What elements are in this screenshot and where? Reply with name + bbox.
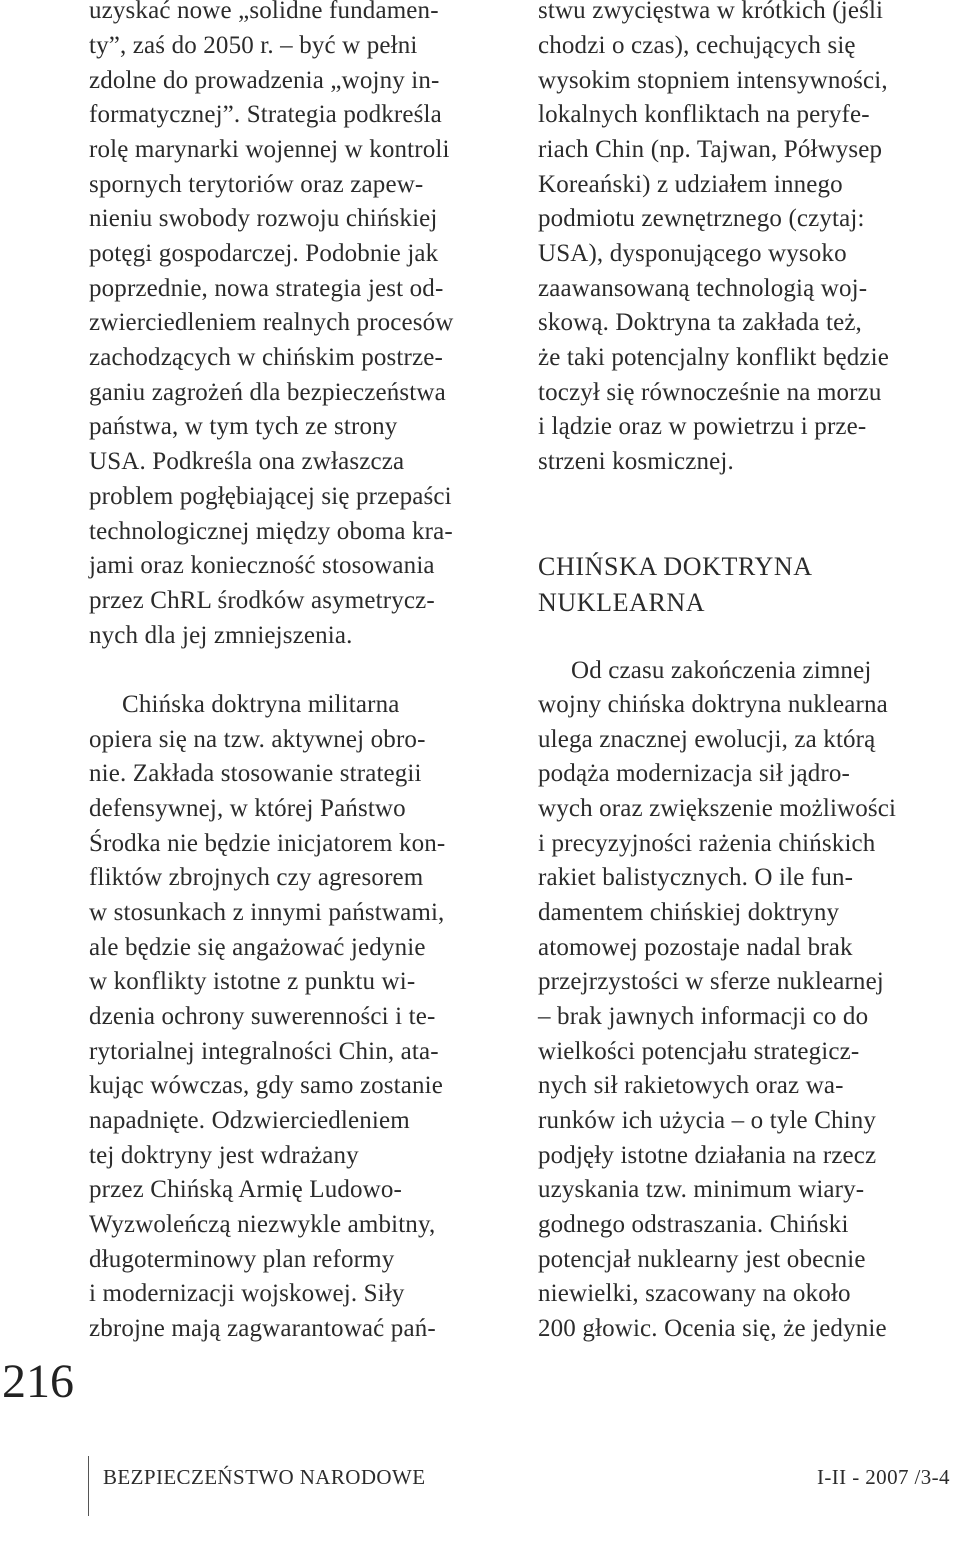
body-text-line: defensywnej, w której Państwo [89, 795, 406, 822]
section-heading: CHIŃSKA DOKTRYNA [538, 552, 813, 581]
body-text-line: – brak jawnych informacji co do [538, 1003, 869, 1030]
issue-number: I-II - 2007 /3-4 [817, 1465, 950, 1489]
body-text-line: Środka nie będzie inicjatorem kon- [89, 830, 446, 857]
body-text-line: Wyzwoleńczą niezwykle ambitny, [89, 1211, 436, 1238]
body-text-line: przez ChRL środków asymetrycz- [89, 587, 435, 614]
body-text-line: USA. Podkreśla ona zwłaszcza [89, 448, 405, 475]
body-text-line: napadnięte. Odzwierciedleniem [89, 1107, 410, 1134]
body-text-line: w konflikty istotne z punktu wi- [89, 968, 416, 995]
body-text-line: zachodzących w chińskim postrze- [89, 344, 443, 371]
body-text-line: wielkości potencjału strategicz- [538, 1038, 860, 1065]
body-text-line: ale będzie się angażować jedynie [89, 934, 426, 961]
body-text-line: stwu zwycięstwa w krótkich (jeśli [538, 0, 884, 24]
body-text-line: ganiu zagrożeń dla bezpieczeństwa [89, 379, 446, 406]
body-text-line: zdolne do prowadzenia „wojny in- [89, 67, 440, 94]
body-text-line: opiera się na tzw. aktywnej obro- [89, 726, 426, 753]
body-text-line: rytorialnej integralności Chin, ata- [89, 1038, 439, 1065]
body-text-line: i lądzie oraz w powietrzu i prze- [538, 413, 867, 440]
body-text-line: Od czasu zakończenia zimnej [571, 657, 872, 684]
body-text-line: zbrojne mają zagwarantować pań- [89, 1315, 436, 1342]
body-text-line: podmiotu zewnętrznego (czytaj: [538, 205, 865, 232]
body-text-line: skową. Doktryna ta zakłada też, [538, 309, 862, 336]
body-text-line: dzenia ochrony suwerenności i te- [89, 1003, 436, 1030]
body-text-line: ty”, zaś do 2050 r. – być w pełni [89, 32, 418, 59]
body-text-line: atomowej pozostaje nadal brak [538, 934, 853, 961]
body-text-line: technologicznej między oboma kra- [89, 518, 453, 545]
body-text-line: strzeni kosmicznej. [538, 448, 734, 475]
body-text-line: uzyskać nowe „solidne fundamen- [89, 0, 439, 24]
body-text-line: uzyskania tzw. minimum wiary- [538, 1176, 865, 1203]
body-text-line: chodzi o czas), cechujących się [538, 32, 856, 59]
body-text-line: jami oraz konieczność stosowania [89, 552, 435, 579]
body-text-line: toczył się równocześnie na morzu [538, 379, 882, 406]
body-text-line: wojny chińska doktryna nuklearna [538, 691, 888, 718]
body-text-line: państwa, w tym tych ze strony [89, 413, 398, 440]
page-number: 216 [2, 1355, 74, 1408]
body-text-line: potęgi gospodarczej. Podobnie jak [89, 240, 439, 267]
section-heading: NUKLEARNA [538, 588, 706, 617]
body-text-line: poprzednie, nowa strategia jest od- [89, 275, 444, 302]
body-text-line: fliktów zbrojnych czy agresorem [89, 864, 424, 891]
body-text-line: godnego odstraszania. Chiński [538, 1211, 849, 1238]
body-text-line: podjęły istotne działania na rzecz [538, 1142, 877, 1169]
body-text-line: ulega znacznej ewolucji, za którą [538, 726, 876, 753]
body-text-line: że taki potencjalny konflikt będzie [538, 344, 889, 371]
body-text-line: nych sił rakietowych oraz wa- [538, 1072, 844, 1099]
body-text-line: lokalnych konfliktach na peryfe- [538, 101, 870, 128]
body-text-line: i modernizacji wojskowej. Siły [89, 1280, 405, 1307]
body-text-line: rakiet balistycznych. O ile fun- [538, 864, 854, 891]
body-text-line: formatycznej”. Strategia podkreśla [89, 101, 442, 128]
body-text-line: rolę marynarki wojennej w kontroli [89, 136, 450, 163]
body-text-line: zwierciedleniem realnych procesów [89, 309, 454, 336]
body-text-line: nieniu swobody rozwoju chińskiej [89, 205, 438, 232]
body-text-line: długoterminowy plan reformy [89, 1246, 395, 1273]
body-text-line: i precyzyjności rażenia chińskich [538, 830, 876, 857]
body-text-line: wych oraz zwiększenie możliwości [538, 795, 897, 822]
body-text-line: tej doktryny jest wdrażany [89, 1142, 359, 1169]
body-text-line: runków ich użycia – o tyle Chiny [538, 1107, 877, 1134]
footer-divider [88, 1456, 89, 1516]
body-text-line: riach Chin (np. Tajwan, Półwysep [538, 136, 883, 163]
body-text-line: przez Chińską Armię Ludowo- [89, 1176, 402, 1203]
body-text-line: podąża modernizacja sił jądro- [538, 760, 850, 787]
body-text-line: nych dla jej zmniejszenia. [89, 622, 353, 649]
body-text-line: kując wówczas, gdy samo zostanie [89, 1072, 443, 1099]
journal-title: BEZPIECZEŃSTWO NARODOWE [103, 1465, 426, 1489]
body-text-line: przejrzystości w sferze nuklearnej [538, 968, 884, 995]
body-text-line: wysokim stopniem intensywności, [538, 67, 888, 94]
body-text-line: potencjał nuklearny jest obecnie [538, 1246, 866, 1273]
body-text-line: spornych terytoriów oraz zapew- [89, 171, 424, 198]
body-text-line: w stosunkach z innymi państwami, [89, 899, 445, 926]
body-text-line: problem pogłębiającej się przepaści [89, 483, 452, 510]
body-text-line: nie. Zakłada stosowanie strategii [89, 760, 422, 787]
body-text-line: Chińska doktryna militarna [122, 691, 400, 718]
body-text-line: Koreański) z udziałem innego [538, 171, 843, 198]
body-text-line: zaawansowaną technologią woj- [538, 275, 868, 302]
body-text-line: USA), dysponującego wysoko [538, 240, 847, 267]
body-text-line: niewielki, szacowany na około [538, 1280, 851, 1307]
body-text-line: damentem chińskiej doktryny [538, 899, 840, 926]
body-text-line: 200 głowic. Ocenia się, że jedynie [538, 1315, 887, 1342]
